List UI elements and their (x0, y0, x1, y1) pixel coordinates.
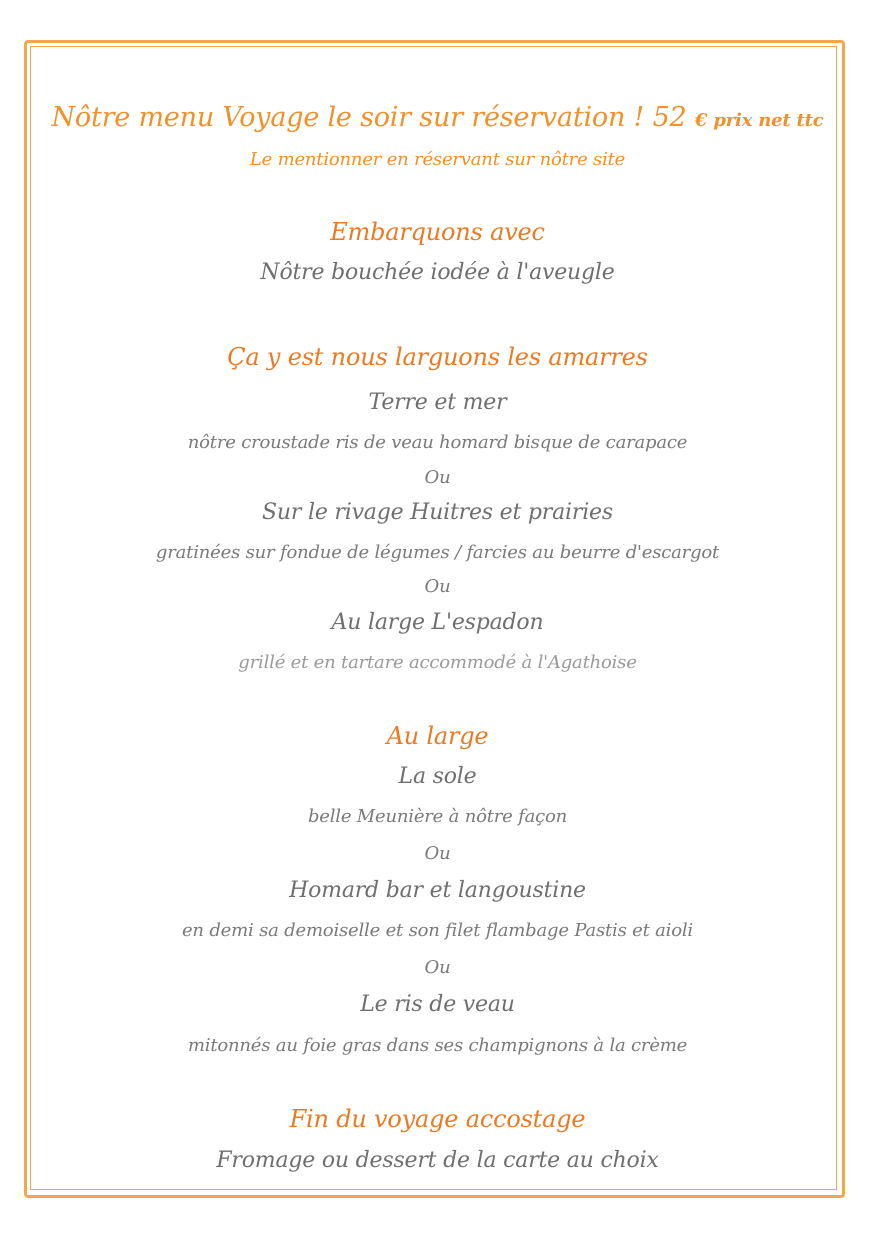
desc-ris-de-veau: mitonnés au foie gras dans ses champignons à la crème (187, 1035, 688, 1056)
desc-homard-bar: en demi sa demoiselle et son filet flambage Pastis et aioli (181, 920, 693, 941)
dish-bouchee: Nôtre bouchée iodée à l'aveugle (260, 260, 615, 285)
or-separator: Ou (424, 843, 451, 864)
dish-terre-et-mer: Terre et mer (368, 390, 507, 415)
dish-la-sole: La sole (398, 764, 477, 789)
desc-terre-et-mer: nôtre croustade ris de veau homard bisque de carapace (187, 432, 688, 453)
or-separator: Ou (424, 957, 451, 978)
menu-title (0, 102, 875, 133)
section-heading-au-large: Au large (386, 722, 489, 750)
dish-sur-le-rivage: Sur le rivage Huitres et prairies (262, 500, 613, 525)
menu-title-main: Nôtre menu Voyage le soir sur réservation ! 52 (51, 102, 687, 133)
dish-ris-de-veau: Le ris de veau (360, 992, 515, 1017)
or-separator: Ou (424, 576, 451, 597)
dish-homard-bar: Homard bar et langoustine (289, 878, 586, 903)
dish-espadon: Au large L'espadon (331, 610, 544, 635)
desc-sur-le-rivage: gratinées sur fondue de légumes / farcies au beurre d'escargot (155, 542, 720, 563)
menu-subtitle: Le mentionner en réservant sur nôtre site (249, 149, 626, 170)
dish-fromage-dessert: Fromage ou dessert de la carte au choix (216, 1148, 659, 1173)
desc-espadon: grillé et en tartare accommodé à l'Agathoise (238, 652, 637, 673)
desc-la-sole: belle Meunière à nôtre façon (307, 806, 568, 827)
menu-price-note: € prix net ttc (694, 110, 824, 131)
or-separator: Ou (424, 467, 451, 488)
section-heading-amarres: Ça y est nous larguons les amarres (227, 343, 648, 371)
section-heading-fin-du-voyage: Fin du voyage accostage (289, 1105, 586, 1133)
section-heading-embarquons: Embarquons avec (330, 218, 545, 246)
